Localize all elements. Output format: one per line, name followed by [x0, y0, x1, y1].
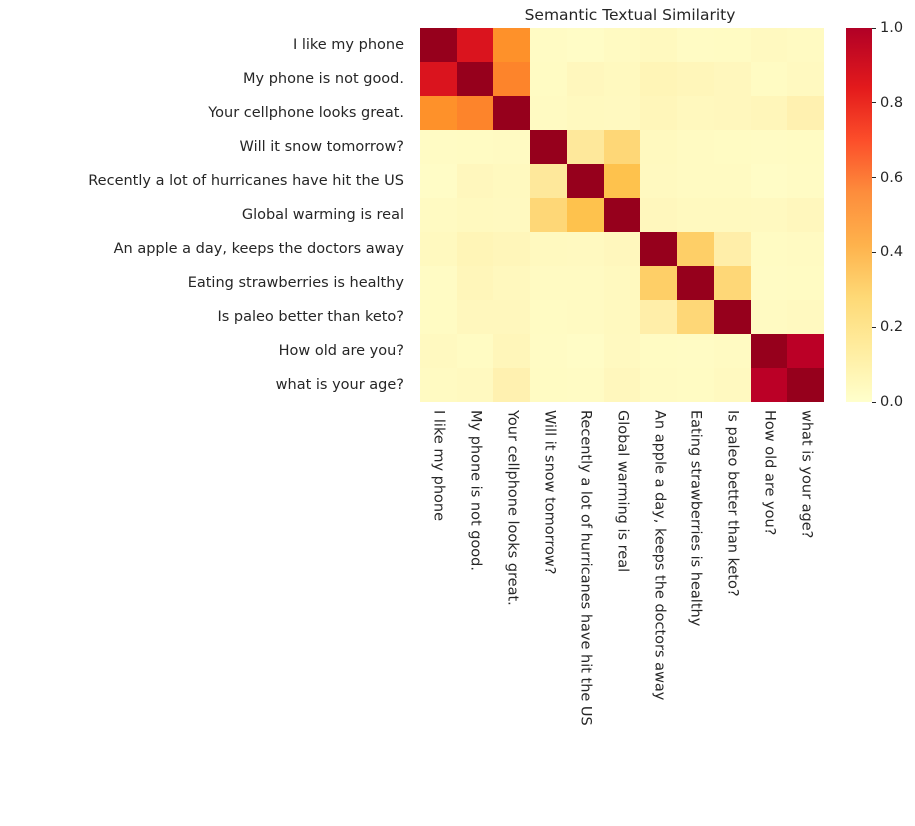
heatmap-cell	[530, 130, 567, 164]
heatmap-cell	[420, 300, 457, 334]
heatmap-cell	[493, 334, 530, 368]
heatmap-cell	[493, 164, 530, 198]
x-tick-label: Recently a lot of hurricanes have hit the US	[577, 410, 594, 726]
heatmap-cell	[457, 334, 494, 368]
heatmap-cell	[420, 198, 457, 232]
colorbar-tick-text: 0.4	[880, 244, 904, 261]
tick-mark	[872, 252, 876, 253]
heatmap-cell	[420, 62, 457, 96]
heatmap-cell	[714, 62, 751, 96]
heatmap-cell	[640, 96, 677, 130]
heatmap-cell	[567, 266, 604, 300]
heatmap-cell	[567, 232, 604, 266]
heatmap-cell	[751, 300, 788, 334]
heatmap-cell	[677, 198, 714, 232]
heatmap-cell	[640, 266, 677, 300]
heatmap-cell	[714, 96, 751, 130]
heatmap-cell	[677, 266, 714, 300]
heatmap-cell	[567, 368, 604, 402]
heatmap-cell	[567, 198, 604, 232]
colorbar-tick	[872, 95, 903, 111]
y-tick-label: Eating strawberries is healthy	[187, 274, 404, 291]
heatmap-cell	[714, 266, 751, 300]
tick-mark	[872, 327, 876, 328]
heatmap-cell	[677, 164, 714, 198]
heatmap-cell	[751, 334, 788, 368]
x-tick-label: Your cellphone looks great.	[504, 410, 521, 606]
heatmap-cell	[640, 62, 677, 96]
page-title: Semantic Textual Similarity	[524, 6, 736, 24]
heatmap-grid	[420, 28, 824, 402]
x-tick-slot	[604, 404, 641, 816]
heatmap-cell	[677, 334, 714, 368]
heatmap-cell	[457, 300, 494, 334]
heatmap-cell	[457, 266, 494, 300]
heatmap-cell	[787, 232, 824, 266]
heatmap-cell	[677, 62, 714, 96]
heatmap-cell	[457, 96, 494, 130]
heatmap-cell	[751, 28, 788, 62]
heatmap-cell	[640, 28, 677, 62]
tick-mark	[872, 28, 876, 29]
heatmap-cell	[714, 232, 751, 266]
heatmap-cell	[604, 96, 641, 130]
colorbar	[846, 20, 910, 410]
x-tick-label: Is paleo better than keto?	[724, 410, 741, 597]
x-tick-label: Will it snow tomorrow?	[540, 410, 557, 575]
heatmap-cell	[714, 130, 751, 164]
x-tick-slot	[787, 404, 824, 816]
tick-mark	[872, 177, 876, 178]
heatmap-cell	[714, 334, 751, 368]
heatmap-cell	[420, 232, 457, 266]
heatmap-cell	[751, 164, 788, 198]
heatmap-cell	[751, 96, 788, 130]
colorbar-tick	[872, 394, 903, 410]
heatmap-cell	[420, 28, 457, 62]
heatmap-cell	[640, 232, 677, 266]
heatmap-cell	[420, 164, 457, 198]
colorbar-tick	[872, 170, 903, 186]
heatmap-cell	[530, 96, 567, 130]
heatmap-cell	[714, 198, 751, 232]
heatmap-cell	[457, 164, 494, 198]
y-tick-label: My phone is not good.	[243, 70, 404, 87]
heatmap-cell	[420, 334, 457, 368]
x-tick-label: How old are you?	[761, 410, 778, 536]
heatmap-cell	[493, 130, 530, 164]
heatmap-cell	[604, 266, 641, 300]
heatmap-cell	[751, 130, 788, 164]
heatmap-cell	[567, 62, 604, 96]
heatmap-cell	[787, 28, 824, 62]
heatmap-cell	[493, 28, 530, 62]
heatmap-cell	[604, 334, 641, 368]
heatmap-cell	[751, 368, 788, 402]
heatmap-cell	[787, 368, 824, 402]
heatmap-cell	[457, 232, 494, 266]
heatmap-cell	[420, 96, 457, 130]
y-axis-tick-labels	[0, 28, 412, 402]
heatmap-cell	[787, 62, 824, 96]
x-tick-slot	[493, 404, 530, 816]
heatmap-cell	[567, 96, 604, 130]
heatmap-cell	[493, 198, 530, 232]
colorbar-tick	[872, 244, 903, 260]
heatmap-cell	[604, 232, 641, 266]
heatmap-cell	[567, 300, 604, 334]
heatmap-cell	[604, 198, 641, 232]
heatmap-cell	[787, 266, 824, 300]
colorbar-tick-text: 0.6	[880, 169, 904, 186]
x-tick-slot	[751, 404, 788, 816]
heatmap-cell	[420, 266, 457, 300]
heatmap-cell	[714, 368, 751, 402]
heatmap-cell	[530, 334, 567, 368]
heatmap-cell	[677, 300, 714, 334]
heatmap-cell	[677, 28, 714, 62]
x-tick-label: Global warming is real	[614, 410, 631, 573]
heatmap-cell	[567, 334, 604, 368]
heatmap-cell	[493, 96, 530, 130]
heatmap-cell	[457, 368, 494, 402]
heatmap-cell	[640, 300, 677, 334]
heatmap-cell	[787, 198, 824, 232]
heatmap-cell	[787, 334, 824, 368]
x-tick-slot	[457, 404, 494, 816]
heatmap-cell	[457, 130, 494, 164]
heatmap-cell	[714, 28, 751, 62]
heatmap-cell	[787, 164, 824, 198]
heatmap-cell	[530, 368, 567, 402]
y-tick-label: Will it snow tomorrow?	[239, 138, 404, 155]
x-tick-label: I like my phone	[430, 410, 447, 522]
heatmap-cell	[530, 300, 567, 334]
heatmap-cell	[493, 368, 530, 402]
y-tick-label: Global warming is real	[241, 206, 404, 223]
heatmap-cell	[787, 96, 824, 130]
heatmap-cell	[751, 62, 788, 96]
heatmap-cell	[493, 300, 530, 334]
colorbar-tick-text: 0.2	[880, 319, 904, 336]
x-tick-label: My phone is not good.	[467, 410, 484, 571]
heatmap-cell	[677, 130, 714, 164]
heatmap-cell	[751, 266, 788, 300]
colorbar-tick-text: 0.8	[880, 94, 904, 111]
heatmap-cell	[787, 300, 824, 334]
heatmap-cell	[751, 198, 788, 232]
heatmap-cell	[530, 232, 567, 266]
x-tick-slot	[714, 404, 751, 816]
colorbar-gradient	[846, 28, 872, 402]
heatmap-cell	[677, 368, 714, 402]
tick-mark	[872, 402, 876, 403]
colorbar-tick-text: 1.0	[880, 20, 904, 36]
heatmap-cell	[530, 198, 567, 232]
heatmap-cell	[604, 164, 641, 198]
x-tick-label: what is your age?	[797, 410, 814, 539]
heatmap-cell	[604, 130, 641, 164]
y-tick-label: How old are you?	[278, 342, 404, 359]
x-axis-tick-labels	[420, 404, 824, 816]
heatmap-cell	[530, 28, 567, 62]
heatmap-cell	[420, 368, 457, 402]
heatmap-cell	[493, 266, 530, 300]
x-tick-slot	[420, 404, 457, 816]
heatmap-cell	[640, 130, 677, 164]
x-tick-label: An apple a day, keeps the doctors away	[650, 410, 667, 701]
heatmap-cell	[604, 300, 641, 334]
heatmap-cell	[787, 130, 824, 164]
y-tick-label: Your cellphone looks great.	[208, 104, 404, 121]
y-tick-label: what is your age?	[275, 376, 404, 393]
heatmap-cell	[493, 62, 530, 96]
heatmap-cell	[677, 232, 714, 266]
x-tick-label: Eating strawberries is healthy	[687, 410, 704, 627]
heatmap-cell	[714, 164, 751, 198]
heatmap-cell	[640, 334, 677, 368]
heatmap-cell	[567, 164, 604, 198]
heatmap-cell	[714, 300, 751, 334]
x-tick-slot	[567, 404, 604, 816]
heatmap-cell	[604, 28, 641, 62]
heatmap-cell	[420, 130, 457, 164]
heatmap-cell	[457, 198, 494, 232]
heatmap-cell	[604, 62, 641, 96]
heatmap-cell	[493, 232, 530, 266]
heatmap-cell	[604, 368, 641, 402]
colorbar-tick	[872, 319, 903, 335]
heatmap-cell	[640, 368, 677, 402]
heatmap-cell	[530, 62, 567, 96]
x-tick-slot	[640, 404, 677, 816]
x-tick-slot	[530, 404, 567, 816]
x-tick-slot	[677, 404, 714, 816]
colorbar-tick-labels	[872, 20, 910, 410]
heatmap-cell	[751, 232, 788, 266]
y-tick-label: An apple a day, keeps the doctors away	[113, 240, 404, 257]
colorbar-tick-text: 0.0	[880, 394, 904, 410]
y-tick-label: Is paleo better than keto?	[217, 308, 404, 325]
tick-mark	[872, 102, 876, 103]
heatmap-cell	[567, 130, 604, 164]
heatmap-cell	[457, 28, 494, 62]
heatmap-cell	[677, 96, 714, 130]
heatmap-cell	[567, 28, 604, 62]
colorbar-tick	[872, 20, 903, 36]
y-tick-label: Recently a lot of hurricanes have hit the US	[88, 172, 404, 189]
heatmap-cell	[640, 164, 677, 198]
heatmap-cell	[640, 198, 677, 232]
heatmap-cell	[530, 164, 567, 198]
heatmap-cell	[457, 62, 494, 96]
y-tick-label: I like my phone	[292, 36, 404, 53]
heatmap-cell	[530, 266, 567, 300]
